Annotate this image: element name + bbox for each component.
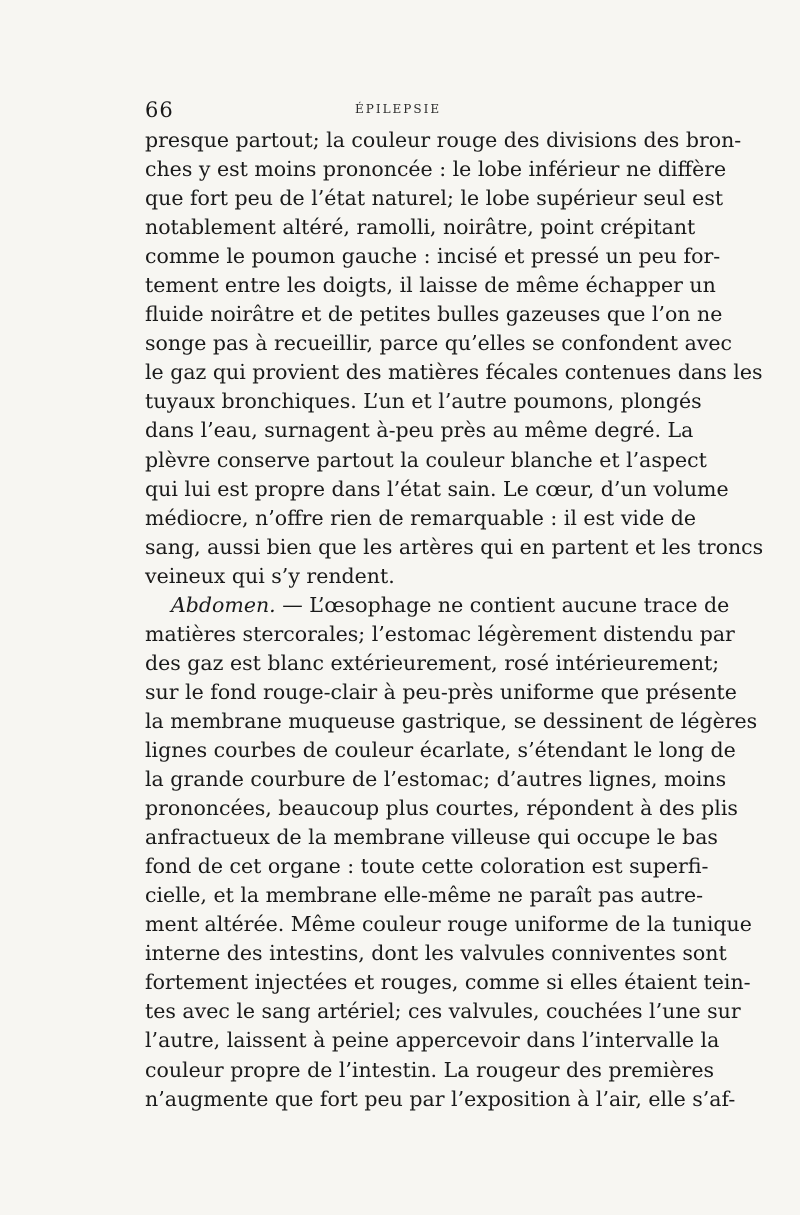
text-line: médiocre, n’offre rien de remarquable : il est vide de xyxy=(145,505,696,530)
text-line: anfractueux de la membrane villeuse qui occupe le bas xyxy=(145,825,718,850)
text-line: comme le poumon gauche : incisé et pressé un peu for- xyxy=(145,244,721,269)
text-line: veineux qui s’y rendent. xyxy=(145,563,395,588)
text-line: plèvre conserve partout la couleur blanche et l’aspect xyxy=(145,447,707,472)
text-line: tuyaux bronchiques. L’un et l’autre poumons, plongés xyxy=(145,389,702,414)
text-line: qui lui est propre dans l’état sain. Le cœur, d’un volume xyxy=(145,476,729,501)
text-line: presque partout; la couleur rouge des divisions des bron- xyxy=(145,128,742,152)
text-line: sang, aussi bien que les artères qui en partent et les troncs xyxy=(145,534,764,559)
text-line: prononcées, beaucoup plus courtes, répondent à des plis xyxy=(145,796,738,821)
text-line: des gaz est blanc extérieurement, rosé intérieurement; xyxy=(145,650,720,675)
text-line: fortement injectées et rouges, comme si elles étaient tein- xyxy=(145,970,751,995)
text-line: ment altérée. Même couleur rouge uniforme de la tunique xyxy=(145,912,752,937)
abdomen-paragraph-start xyxy=(145,591,730,620)
text-line: que fort peu de l’état naturel; le lobe supérieur seul est xyxy=(145,186,724,211)
text-line: la grande courbure de l’estomac; d’autres lignes, moins xyxy=(145,767,727,792)
text-line: la membrane muqueuse gastrique, se dessinent de légères xyxy=(145,708,758,733)
text-line: n’augmente que fort peu par l’exposition à l’air, elle s’af- xyxy=(145,1086,736,1111)
text-line: dans l’eau, surnagent à-peu près au même degré. La xyxy=(145,418,694,443)
text-line: cielle, et la membrane elle-même ne paraît pas autre- xyxy=(145,883,704,908)
running-head xyxy=(145,98,655,126)
text-line: fluide noirâtre et de petites bulles gazeuses que l’on ne xyxy=(145,302,723,327)
text-line: couleur propre de l’intestin. La rougeur des premières xyxy=(145,1057,714,1082)
section-heading-abdomen: Abdomen. xyxy=(171,592,276,617)
text-line: songe pas à recueillir, parce qu’elles se confondent avec xyxy=(145,331,732,356)
text-line: notablement altéré, ramolli, noirâtre, point crépitant xyxy=(145,215,696,240)
body-text xyxy=(145,126,764,1114)
text-line: sur le fond rouge-clair à peu-près uniforme que présente xyxy=(145,679,737,704)
text-line: fond de cet organe : toute cette coloration est superfi- xyxy=(145,854,709,879)
text-line: l’autre, laissent à peine appercevoir dans l’intervalle la xyxy=(145,1028,720,1053)
page-number: 66 xyxy=(145,98,174,122)
text-fragment: — L’œsophage ne contient aucune trace de xyxy=(275,592,730,617)
text-line: lignes courbes de couleur écarlate, s’étendant le long de xyxy=(145,737,736,762)
text-line: ches y est moins prononcée : le lobe inférieur ne diffère xyxy=(145,157,727,182)
text-line: tes avec le sang artériel; ces valvules, couchées l’une sur xyxy=(145,999,741,1024)
text-line: tement entre les doigts, il laisse de même échapper un xyxy=(145,273,716,298)
running-title: ÉPILEPSIE xyxy=(355,102,442,116)
text-line: interne des intestins, dont les valvules conniventes sont xyxy=(145,941,727,966)
text-line: matières stercorales; l’estomac légèrement distendu par xyxy=(145,621,735,646)
text-line: le gaz qui provient des matières fécales contenues dans les xyxy=(145,360,763,385)
